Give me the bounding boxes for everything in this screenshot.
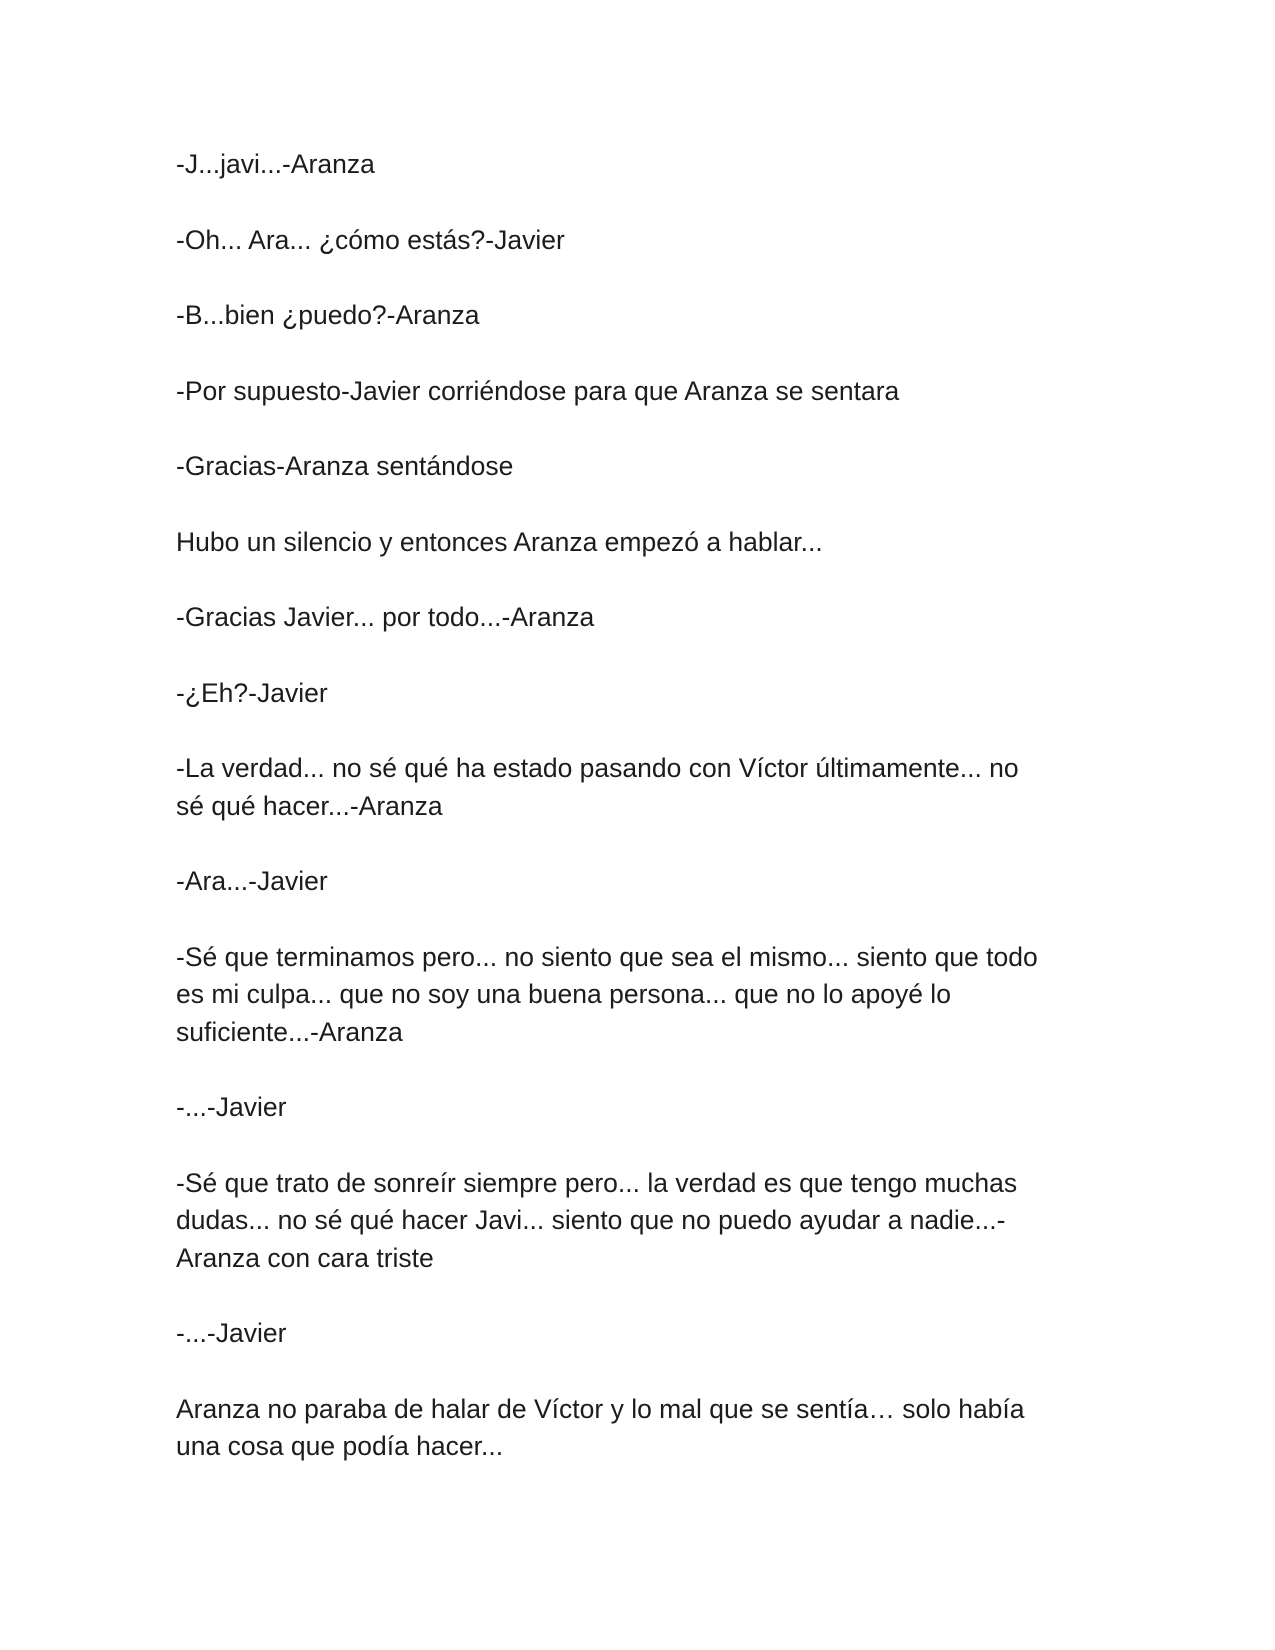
text-paragraph — [176, 146, 1096, 184]
text-line: sé qué hacer...-Aranza — [176, 790, 443, 821]
text-line: Hubo un silencio y entonces Aranza empezó a hablar... — [176, 526, 823, 557]
document-body — [176, 146, 1096, 1504]
text-paragraph — [176, 524, 1096, 562]
text-paragraph — [176, 1315, 1096, 1353]
text-paragraph — [176, 1165, 1096, 1278]
text-line: dudas... no sé qué hacer Javi... siento que no puedo ayudar a nadie...- — [176, 1205, 1006, 1235]
text-line: Aranza con cara triste — [176, 1242, 434, 1273]
text-line: -Sé que trato de sonreír siempre pero... la verdad es que tengo muchas — [176, 1167, 1018, 1198]
text-paragraph — [176, 448, 1096, 486]
text-paragraph — [176, 939, 1096, 1052]
text-line: -Sé que terminamos pero... no siento que sea el mismo... siento que todo — [176, 941, 1038, 972]
text-line: -Gracias-Aranza sentándose — [176, 451, 514, 481]
text-paragraph — [176, 222, 1096, 260]
text-line: -B...bien ¿puedo?-Aranza — [176, 300, 480, 330]
text-line: Aranza no paraba de halar de Víctor y lo mal que se sentía… solo había — [176, 1393, 1025, 1424]
text-paragraph — [176, 599, 1096, 637]
text-paragraph — [176, 1391, 1096, 1466]
text-line: es mi culpa... que no soy una buena persona... que no lo apoyé lo — [176, 979, 951, 1009]
text-paragraph — [176, 373, 1096, 411]
text-line: -¿Eh?-Javier — [176, 677, 328, 708]
text-line: -...-Javier — [176, 1092, 287, 1122]
text-paragraph — [176, 297, 1096, 335]
text-line: -Por supuesto-Javier corriéndose para que Aranza se sentara — [176, 375, 900, 406]
text-line: -Gracias Javier... por todo...-Aranza — [176, 602, 595, 632]
text-line: suficiente...-Aranza — [176, 1016, 403, 1047]
text-line: -Oh... Ara... ¿cómo estás?-Javier — [176, 224, 565, 255]
text-line: una cosa que podía hacer... — [176, 1431, 504, 1461]
text-line: -Ara...-Javier — [176, 866, 328, 896]
text-paragraph — [176, 863, 1096, 901]
text-line: -...-Javier — [176, 1318, 287, 1348]
text-line: -J...javi...-Aranza — [176, 149, 375, 179]
text-paragraph — [176, 1089, 1096, 1127]
text-line: -La verdad... no sé qué ha estado pasando con Víctor últimamente... no — [176, 753, 1019, 783]
text-paragraph — [176, 750, 1096, 825]
text-paragraph — [176, 675, 1096, 713]
